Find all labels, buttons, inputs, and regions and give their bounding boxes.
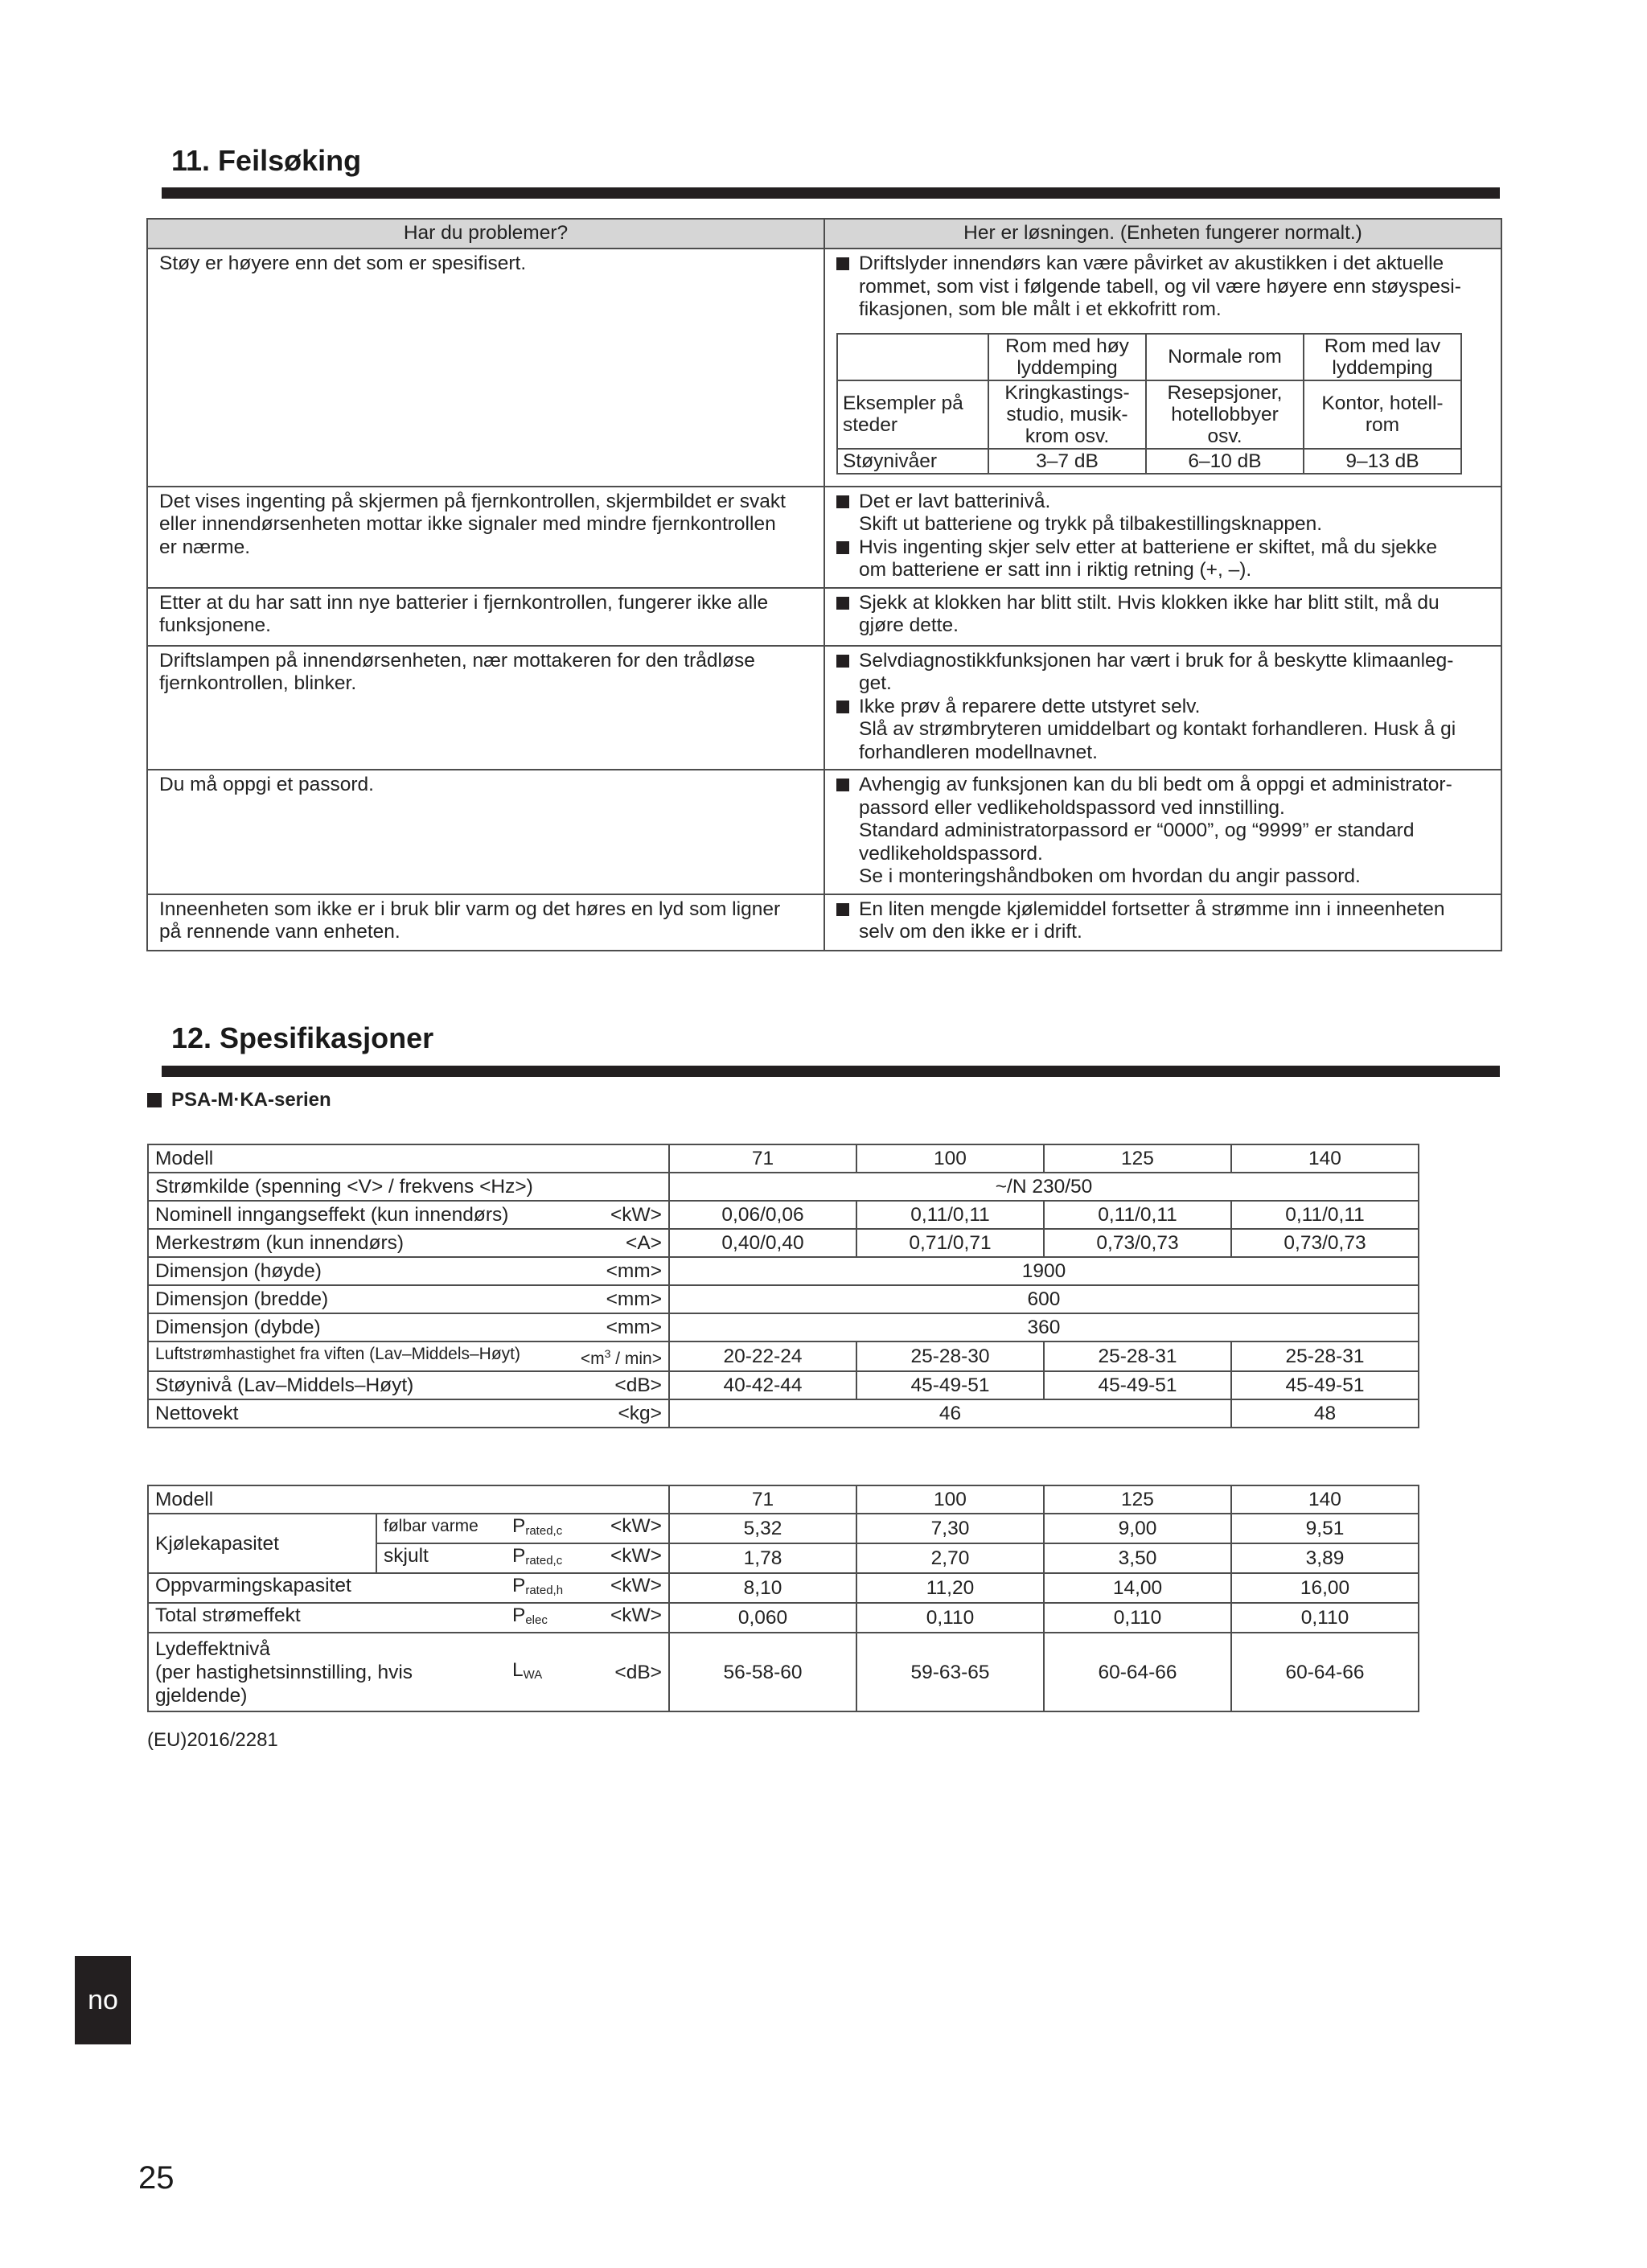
series-heading	[147, 1089, 331, 1112]
table-cell: 60-64-66	[1044, 1633, 1231, 1711]
problem-cell: Du må oppgi et passord.	[147, 770, 824, 894]
bullet-square-icon	[836, 495, 849, 508]
width-value: 600	[669, 1285, 1419, 1313]
table-cell: 25-28-31	[1231, 1341, 1419, 1371]
solution-cell	[824, 894, 1501, 951]
bullet-square-icon	[147, 1093, 162, 1107]
bullet-square-icon	[836, 655, 849, 668]
solution-item: Sjekk at klokken har blitt stilt. Hvis klokken ikke har blitt stilt, må du gjøre dette.	[836, 592, 1493, 638]
table-cell: 0,71/0,71	[856, 1229, 1044, 1257]
noise-examples-label: Eksempler på steder	[837, 380, 988, 449]
bullet-square-icon	[836, 541, 849, 554]
spec-table-general	[147, 1144, 1419, 1428]
bullet-square-icon	[836, 903, 849, 916]
noise-levels-label: Støynivåer	[837, 449, 988, 474]
solution-cell	[824, 487, 1501, 588]
noise-label: Støynivå (Lav–Middels–Høyt) <dB>	[148, 1371, 669, 1399]
table-cell: 60-64-66	[1231, 1633, 1419, 1711]
weight-value-71-125: 46	[669, 1399, 1231, 1428]
header-problem: Har du problemer?	[147, 219, 824, 249]
depth-value: 360	[669, 1313, 1419, 1341]
noise-level-high: 3–7 dB	[988, 449, 1146, 474]
solution-item: Selvdiagnostikkfunksjonen har vært i bruk for å beskytte klimaanleg- get.	[836, 650, 1493, 696]
input-label: Nominell inngangseffekt (kun innendørs) <kW>	[148, 1201, 669, 1229]
table-row	[148, 1144, 1419, 1173]
problem-cell: Driftslampen på innendørsenheten, nær mottakeren for den trådløse fjernkontrollen, blinker.	[147, 646, 824, 770]
problem-cell: Inneenheten som ikke er i bruk blir varm og det høres en lyd som ligner på rennende vann enheten.	[147, 894, 824, 951]
problem-cell: Det vises ingenting på skjermen på fjernkontrollen, skjermbildet er svakt eller innendørsenheten mottar ikke signaler med mindre fjernkontrollen er nærme.	[147, 487, 824, 588]
power-source-value: ~/N 230/50	[669, 1173, 1419, 1201]
cooling-label: Kjølekapasitet	[148, 1514, 376, 1573]
noise-example-high: Kringkastings- studio, musik- krom osv.	[988, 380, 1146, 449]
model-label: Modell	[148, 1485, 669, 1514]
table-cell: 0,110	[1231, 1603, 1419, 1633]
noise-level-table	[836, 333, 1462, 475]
table-cell: 9,00	[1044, 1514, 1231, 1543]
section-11-title: 11. Feilsøking	[171, 144, 362, 177]
table-cell: 2,70	[856, 1543, 1044, 1573]
model-125: 125	[1044, 1485, 1231, 1514]
table-cell: 1,78	[669, 1543, 856, 1573]
table-cell: 45-49-51	[856, 1371, 1044, 1399]
table-row	[148, 1341, 1419, 1371]
model-100: 100	[856, 1485, 1044, 1514]
table-cell: 25-28-30	[856, 1341, 1044, 1371]
page-number: 25	[138, 2160, 175, 2196]
table-cell: 0,73/0,73	[1044, 1229, 1231, 1257]
solution-item: Hvis ingenting skjer selv etter at batteriene er skiftet, må du sjekke om batteriene er satt inn i riktig retning (+, –).	[836, 536, 1493, 582]
problem-cell: Støy er høyere enn det som er spesifisert.	[147, 249, 824, 487]
width-label: Dimensjon (bredde) <mm>	[148, 1285, 669, 1313]
solution-item: Avhengig av funksjonen kan du bli bedt om å oppgi et administrator- passord eller vedlikeholdspassord ved innstilling. Standard administratorpassord er “0000”, og “9999” er standard vedlikeholdspassord. Se i monteringshåndboken om hvordan du angir passord.	[836, 774, 1493, 889]
table-cell: 0,73/0,73	[1231, 1229, 1419, 1257]
table-cell: 11,20	[856, 1573, 1044, 1603]
table-row	[148, 1173, 1419, 1201]
noise-header-high: Rom med høy lyddemping	[988, 334, 1146, 380]
table-cell: 45-49-51	[1231, 1371, 1419, 1399]
model-125: 125	[1044, 1144, 1231, 1173]
table-cell: 0,11/0,11	[1044, 1201, 1231, 1229]
regulation-note: (EU)2016/2281	[147, 1729, 278, 1751]
solution-item: Ikke prøv å reparere dette utstyret selv. Slå av strømbryteren umiddelbart og kontakt forhandleren. Husk å gi forhandleren modellnavnet.	[836, 696, 1493, 765]
table-cell: 8,10	[669, 1573, 856, 1603]
table-cell: 20-22-24	[669, 1341, 856, 1371]
table-row	[148, 1257, 1419, 1285]
model-label: Modell	[148, 1144, 669, 1173]
table-cell: 0,11/0,11	[1231, 1201, 1419, 1229]
table-row	[148, 1633, 1419, 1711]
table-cell: 0,110	[1044, 1603, 1231, 1633]
weight-value-140: 48	[1231, 1399, 1419, 1428]
airflow-label: Luftstrømhastighet fra viften (Lav–Middels–Høyt) $<m^3 / \min>$	[148, 1341, 669, 1371]
table-cell: 14,00	[1044, 1573, 1231, 1603]
bullet-square-icon	[836, 257, 849, 270]
noise-example-normal: Resepsjoner, hotellobbyer osv.	[1146, 380, 1304, 449]
table-cell: 3,50	[1044, 1543, 1231, 1573]
solution-cell	[824, 249, 1501, 487]
section-12-rule	[162, 1066, 1500, 1077]
table-cell: 40-42-44	[669, 1371, 856, 1399]
solution-cell	[824, 588, 1501, 646]
noise-example-low: Kontor, hotell- rom	[1304, 380, 1461, 449]
table-cell: 45-49-51	[1044, 1371, 1231, 1399]
model-71: 71	[669, 1144, 856, 1173]
heating-label: Oppvarmingskapasitet $P_{rated,h}$ <kW>	[148, 1573, 669, 1603]
bullet-square-icon	[836, 779, 849, 791]
table-row	[148, 1603, 1419, 1633]
table-cell: 0,110	[856, 1603, 1044, 1633]
depth-label: Dimensjon (dybde) <mm>	[148, 1313, 669, 1341]
table-cell: 9,51	[1231, 1514, 1419, 1543]
latent-label: skjult $P_{rated,c}$ <kW>	[376, 1543, 669, 1573]
noise-header-low: Rom med lav lyddemping	[1304, 334, 1461, 380]
current-label: Merkestrøm (kun innendørs) <A>	[148, 1229, 669, 1257]
solution-item: Driftslyder innendørs kan være påvirket av akustikken i det aktuelle rommet, som vist i følgende tabell, og vil være høyere enn støyspesi- fikasjonen, som ble målt i et ekkofritt rom.	[836, 253, 1493, 322]
header-solution: Her er løsningen. (Enheten fungerer normalt.)	[824, 219, 1501, 249]
table-cell: 0,11/0,11	[856, 1201, 1044, 1229]
model-140: 140	[1231, 1144, 1419, 1173]
section-12-title: 12. Spesifikasjoner	[171, 1021, 434, 1054]
table-cell: 25-28-31	[1044, 1341, 1231, 1371]
table-row	[148, 1514, 1419, 1543]
series-name: PSA-M·KA-serien	[171, 1089, 331, 1111]
language-tab: no	[75, 1956, 131, 2044]
model-100: 100	[856, 1144, 1044, 1173]
sensible-label: følbar varme $P_{rated,c}$ <kW>	[376, 1514, 669, 1543]
model-71: 71	[669, 1485, 856, 1514]
table-cell: 16,00	[1231, 1573, 1419, 1603]
height-value: 1900	[669, 1257, 1419, 1285]
noise-level-normal: 6–10 dB	[1146, 449, 1304, 474]
table-cell: 7,30	[856, 1514, 1044, 1543]
table-cell: 0,06/0,06	[669, 1201, 856, 1229]
height-label: Dimensjon (høyde) <mm>	[148, 1257, 669, 1285]
total-power-label: Total strømeffekt $P_{elec}$ <kW>	[148, 1603, 669, 1633]
bullet-square-icon	[836, 597, 849, 610]
solution-cell	[824, 770, 1501, 894]
sound-power-label: Lydeffektnivå (per hastighetsinnstilling, hvis gjeldende) $L_{WA}$ <dB>	[148, 1633, 669, 1711]
table-cell: 56-58-60	[669, 1633, 856, 1711]
section-11-rule	[162, 187, 1500, 199]
table-row	[148, 1371, 1419, 1399]
spec-table-capacity	[147, 1485, 1419, 1712]
bullet-square-icon	[836, 701, 849, 713]
table-row	[148, 1285, 1419, 1313]
solution-cell	[824, 646, 1501, 770]
model-140: 140	[1231, 1485, 1419, 1514]
table-row	[148, 1573, 1419, 1603]
troubleshooting-table	[146, 218, 1502, 951]
power-source-label: Strømkilde (spenning <V> / frekvens <Hz>)	[148, 1173, 669, 1201]
problem-cell: Etter at du har satt inn nye batterier i fjernkontrollen, fungerer ikke alle funksjonene.	[147, 588, 824, 646]
table-row	[148, 1201, 1419, 1229]
solution-item: En liten mengde kjølemiddel fortsetter å strømme inn i inneenheten selv om den ikke er i drift.	[836, 898, 1493, 944]
table-cell: 0,40/0,40	[669, 1229, 856, 1257]
table-cell: 0,060	[669, 1603, 856, 1633]
noise-header-normal: Normale rom	[1146, 334, 1304, 380]
noise-header-empty	[837, 334, 988, 380]
weight-label: Nettovekt <kg>	[148, 1399, 669, 1428]
table-row	[148, 1399, 1419, 1428]
solution-item: Det er lavt batterinivå. Skift ut batteriene og trykk på tilbakestillingsknappen.	[836, 491, 1493, 536]
table-row	[148, 1313, 1419, 1341]
table-row	[148, 1229, 1419, 1257]
table-cell: 59-63-65	[856, 1633, 1044, 1711]
table-cell: 3,89	[1231, 1543, 1419, 1573]
table-row	[148, 1485, 1419, 1514]
table-cell: 5,32	[669, 1514, 856, 1543]
noise-level-low: 9–13 dB	[1304, 449, 1461, 474]
